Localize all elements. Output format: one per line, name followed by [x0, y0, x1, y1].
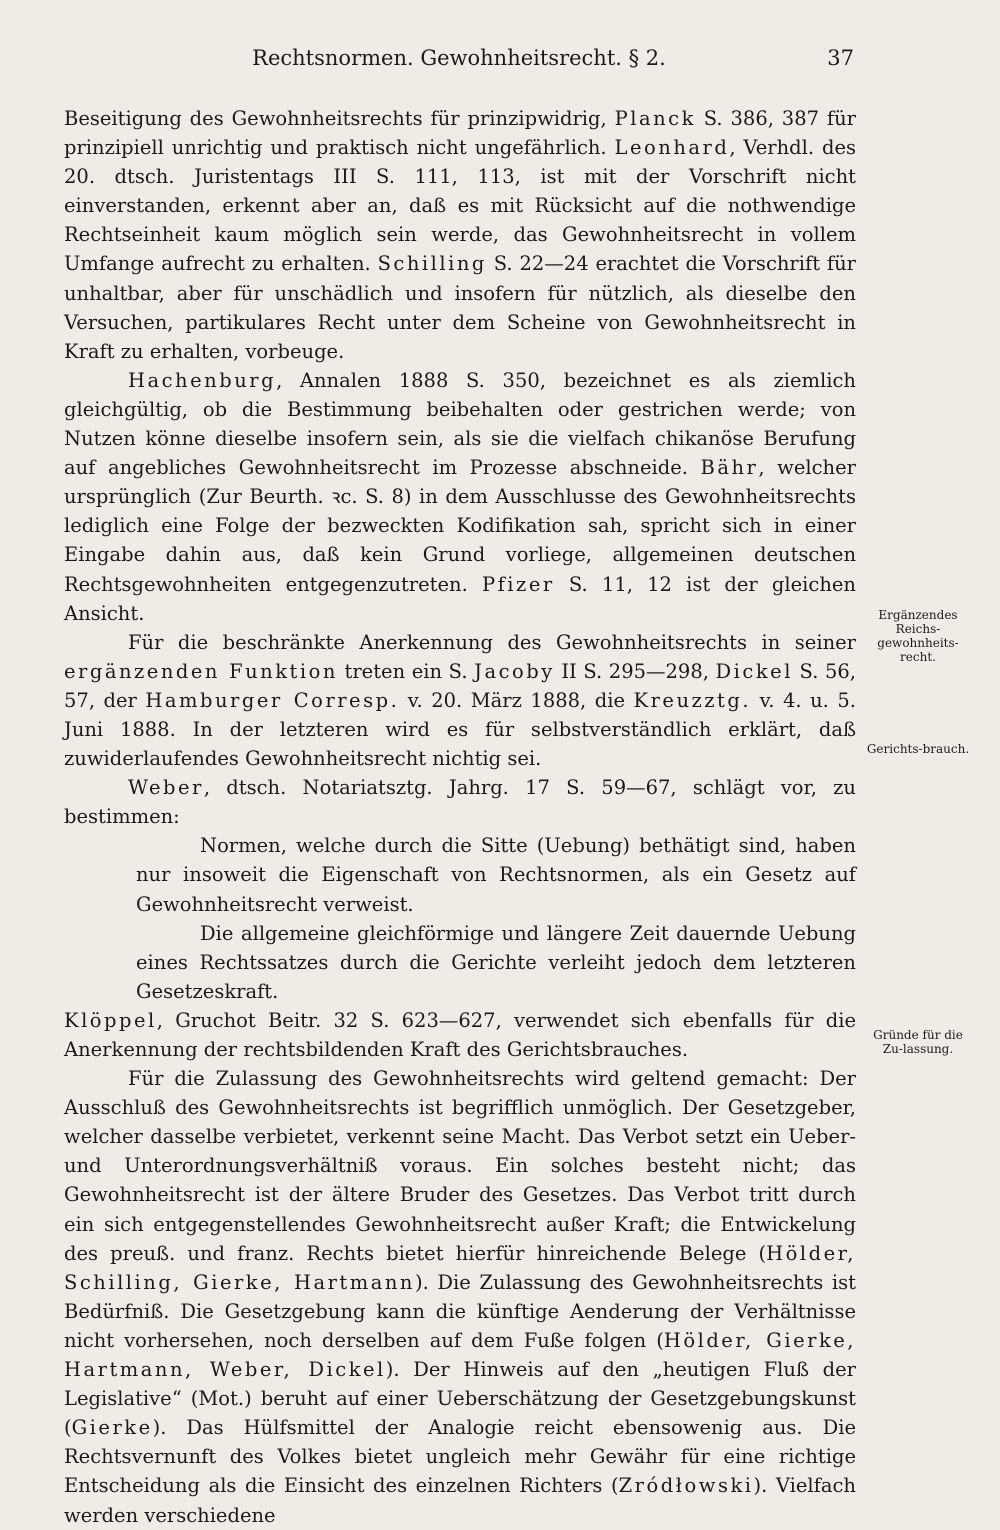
spaced-name: Gierke	[71, 1416, 153, 1440]
header-title: Rechtsnormen. Gewohnheitsrecht. § 2.	[252, 46, 666, 70]
paragraph-kloeppel: Klöppel, Gruchot Beitr. 32 S. 623—627, verwendet sich ebenfalls für die Anerkennung der rechtsbildenden Kraft des Gerichtsbrauches.	[64, 1008, 856, 1061]
spaced-name: Bähr	[700, 456, 759, 480]
spaced-name: Schilling	[377, 252, 487, 276]
paragraph-zulassung: Für die Zulassung des Gewohnheitsrechts wird geltend gemacht: Der Ausschluß des Gewohnheitsrechts ist begrifflich unmöglich. Der Gesetzgeber, welcher dasselbe verbietet, verkennt seine Macht. Das Verbot setzt ein Ueber- und Unterordnungsverhältniß voraus. Ein solches besteht nicht; das Gewohnheitsrecht ist der ältere Bruder des Gesetzes. Das Verbot tritt durch ein sich entgegenstellendes Gewohnheitsrecht außer Kraft; die Entwickelung des preuß. und franz. Rechts bietet hierfür hinreichende Belege (Hölder, Schilling, Gierke, Hartmann). Die Zulassung des Gewohnheitsrechts ist Bedürfniß. Die Gesetzgebung kann die künftige Aenderung der Verhältnisse nicht vorhersehen, noch derselben auf dem Fuße folgen (Hölder, Gierke, Hartmann, Weber, Dickel). Der Hinweis auf den „heutigen Fluß der Legislative“ (Mot.) beruht auf einer Ueberschätzung der Gesetzgebungskunst (Gierke). Das Hülfsmittel der Analogie reicht ebensowenig aus. Die Rechtsvernunft des Volkes bietet ungleich mehr Gewähr für eine richtige Entscheidung als die Einsicht des einzelnen Richters (Zródłowski). Vielfach werden verschiedene	[64, 1067, 857, 1527]
margin-note-ergaenzendes: Ergänzendes Reichs-gewohnheits-recht.	[877, 608, 959, 664]
spaced-name: Planck	[614, 107, 696, 130]
quote-uebung: Die allgemeine gleichförmige und längere Zeit dauernde Uebung eines Rechtssatzes durch die Gerichte verleiht jedoch dem letzteren Gesetzeskraft.	[136, 921, 856, 1003]
paragraph-ergaenzend: Für die beschränkte Anerkennung des Gewohnheitsrechts in seiner ergänzenden Funktion treten ein S. Jacoby II S. 295—298, Dickel S. 56, 57, der Hamburger Corresp. v. 20. März 1888, die Kreuzztg. v. 4. u. 5. Juni 1888. In der letzteren wird es für selbstverständlich erklärt, daß zuwiderlaufendes Gewohnheitsrecht nichtig sei.	[64, 630, 857, 771]
paragraph-planck: Beseitigung des Gewohnheitsrechts für prinzipwidrig, Planck S. 386, 387 für prinzipiell unrichtig und praktisch nicht ungefährlich. Leonhard, Verhdl. des 20. dtsch. Juristentags III S. 111, 113, ist mit der Vorschrift nicht einverstanden, erkennt aber an, daß es mit Rücksicht auf die nothwendige Rechtseinheit kaum möglich sein werde, das Gewohnheitsrecht in vollem Umfange aufrecht zu erhalten. Schilling S. 22—24 erachtet die Vorschrift für unhaltbar, aber für unschädlich und insofern für nützlich, als dieselbe den Versuchen, partikulares Recht unter dem Scheine von Gewohnheitsrecht in Kraft zu erhalten, vorbeuge.	[64, 107, 857, 363]
spaced-name: ergänzenden Funktion	[64, 659, 338, 683]
margin-note-gruende: Gründe für die Zu-lassung.	[873, 1028, 963, 1056]
spaced-name: Kreuzztg.	[633, 688, 752, 712]
spaced-name: Leonhard	[614, 136, 730, 160]
paragraph-hachenburg: Hachenburg, Annalen 1888 S. 350, bezeichnet es als ziemlich gleichgültig, ob die Bestimmung beibehalten oder gestrichen werde; von Nutzen könne dieselbe insofern sein, als sie die vielfach chikanöse Berufung auf angebliches Gewohnheitsrecht im Prozesse abschneide. Bähr, welcher ursprünglich (Zur Beurth. ꝛc. S. 8) in dem Ausschlusse des Gewohnheitsrechts lediglich eine Folge der bezweckten Kodifikation sah, spricht sich in einer Eingabe dahin aus, daß kein Grund vorliege, allgemeinen deutschen Rechtsgewohnheiten entgegenzutreten. Pfizer S. 11, 12 ist der gleichen Ansicht.	[64, 368, 856, 625]
spaced-name: Zródłowski	[618, 1474, 754, 1498]
spaced-name: Hamburger Corresp.	[145, 688, 400, 712]
running-header	[64, 46, 854, 76]
page-number: 37	[827, 46, 854, 70]
spaced-name: Jacoby	[474, 659, 555, 683]
spaced-name: Klöppel	[64, 1008, 157, 1032]
paragraph-weber: Weber, dtsch. Notariatsztg. Jahrg. 17 S. 59—67, schlägt vor, zu bestimmen:	[64, 776, 856, 829]
quote-normen: Normen, welche durch die Sitte (Uebung) bethätigt sind, haben nur insoweit die Eigenschaft von Rechtsnormen, als ein Gesetz auf Gewohnheitsrecht verweist.	[136, 834, 856, 916]
spaced-name: Hachenburg	[128, 368, 277, 392]
margin-note-gerichtsbrauch: Gerichts-brauch.	[866, 742, 970, 756]
body-text	[64, 104, 856, 1530]
spaced-name: Hölder, Schilling, Gierke, Hartmann	[64, 1241, 856, 1294]
spaced-name: Hölder, Gierke, Hartmann, Weber, Dickel	[64, 1328, 857, 1382]
spaced-name: Weber	[128, 776, 204, 800]
spaced-name: Pfizer	[481, 572, 555, 596]
spaced-name: Dickel	[715, 659, 793, 683]
